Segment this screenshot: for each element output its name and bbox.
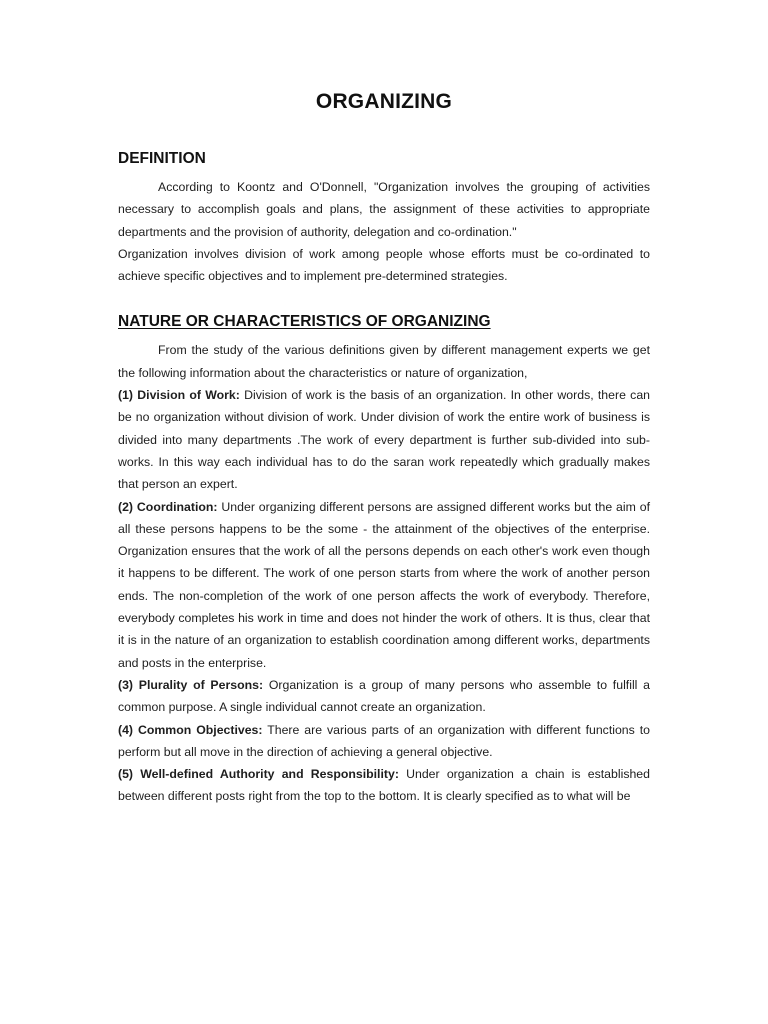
definition-paragraph-1: According to Koontz and O'Donnell, "Organization involves the grouping of activities necessary to accomplish goals and plans, the assignment of these activities to appropriate departments and the provision of authority, delegation and co-ordination." [118, 180, 650, 239]
point-label: (1) Division of Work: [118, 388, 240, 403]
point-text: Division of work is the basis of an organization. In other words, there can be no organization without division of work. Under division of work the entire work of business is divided into many departments .The work of every department is further sub-divided into sub-works. In this way each individual has to do the saran work repeatedly which gradually makes that person an expert. [118, 388, 650, 492]
definition-paragraph-2: Organization involves division of work among people whose efforts must be co-ordinated to achieve specific objectives and to implement pre-determined strategies. [118, 246, 650, 284]
point-text: Organization is a group of many persons who assemble to fulfill a common purpose. A single individual cannot create an organization. [118, 677, 651, 715]
document-title: ORGANIZING [315, 90, 453, 113]
point-label: (2) Coordination: [118, 499, 218, 514]
point-label: (3) Plurality of Persons: [118, 677, 264, 692]
point-label: (5) Well-defined Authority and Responsibility: [118, 767, 399, 782]
definition-heading: DEFINITION [118, 150, 206, 167]
point-authority-responsibility [118, 763, 650, 808]
point-text: Under organizing different persons are assigned different works but the aim of all these persons happens to be the some - the attainment of the objectives of the enterprise. Organization ensures that the work of all the persons depends on each other's work even though it happens to be different. The work of one person starts from where the work of another person ends. The non-completion of the work of one person affects the work of everybody. Therefore, everybody completes his work in time and does not hinder the work of others. It is thus, clear that it is in the nature of an organization to establish coordination among different works, departments and posts in the enterprise. [118, 499, 651, 670]
point-text: Under organization a chain is established between different posts right from the top to the bottom. It is clearly specified as to what will be [118, 767, 650, 804]
nature-intro-paragraph: From the study of the various definitions given by different management experts we get the following information about the characteristics or nature of organization, [118, 343, 650, 380]
nature-heading: NATURE OR CHARACTERISTICS OF ORGANIZING [118, 313, 491, 331]
point-text: There are various parts of an organization with different functions to perform but all move in the direction of achieving a general objective. [118, 722, 650, 759]
point-division-of-work [118, 384, 650, 495]
point-plurality-of-persons [118, 674, 650, 719]
point-label: (4) Common Objectives: [118, 722, 263, 737]
point-common-objectives [118, 719, 650, 764]
point-coordination [118, 496, 650, 674]
